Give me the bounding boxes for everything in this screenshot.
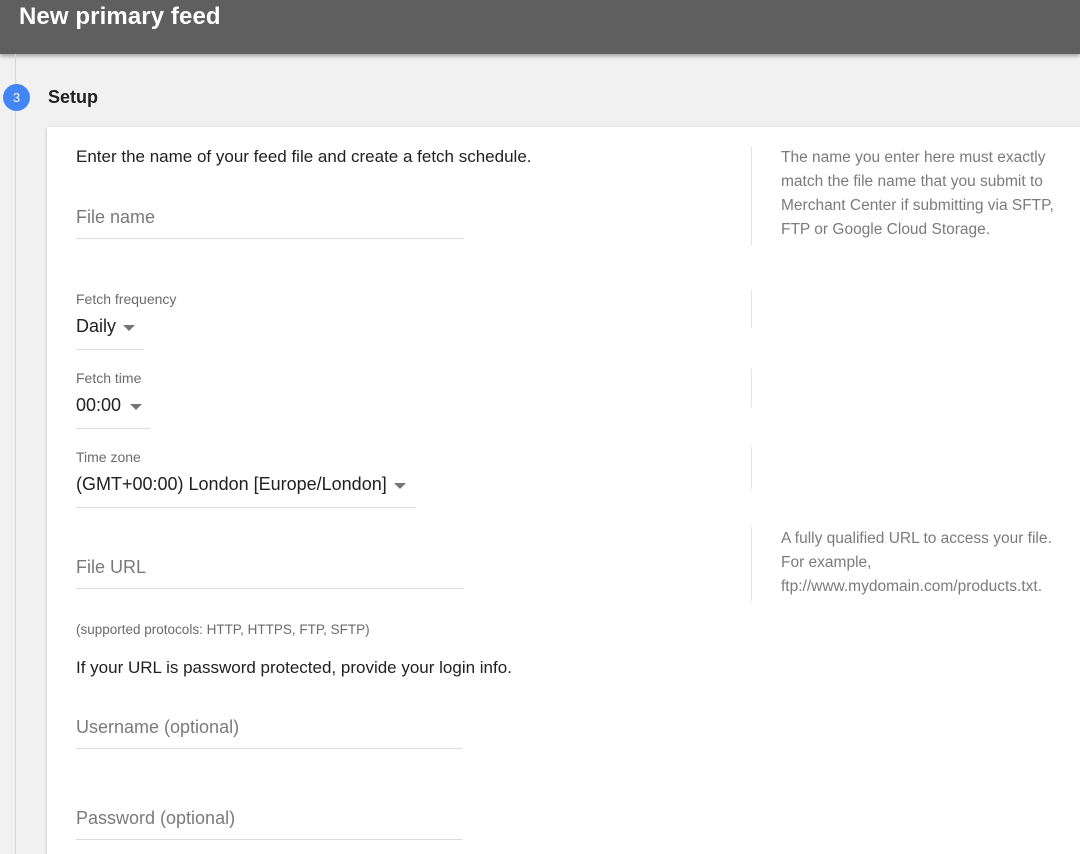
fetch-frequency-label: Fetch frequency (76, 291, 177, 307)
fetch-time-select[interactable] (76, 395, 150, 429)
page-title: New primary feed (19, 3, 221, 30)
file-name-placeholder: File name (76, 207, 156, 227)
password-input[interactable] (76, 798, 462, 840)
time-zone-value: (GMT+00:00) London [Europe/London] (76, 474, 387, 494)
fetch-frequency-select[interactable] (76, 316, 144, 350)
time-zone-label: Time zone (76, 449, 141, 465)
fetch-time-label: Fetch time (76, 370, 142, 386)
username-placeholder: Username (optional) (76, 717, 240, 737)
help-divider (751, 527, 752, 601)
fetch-time-value: 00:00 (76, 395, 122, 415)
fetch-frequency-value: Daily (76, 316, 117, 336)
caret-down-icon (130, 404, 142, 410)
caret-down-icon (394, 483, 406, 489)
file-name-input[interactable] (76, 197, 464, 239)
stepper-line (15, 54, 16, 854)
password-placeholder: Password (optional) (76, 808, 236, 828)
file-url-help: A fully qualified URL to access your file. For example, ftp://www.mydomain.com/products.txt. (781, 530, 1052, 595)
help-divider (751, 369, 752, 407)
help-divider (751, 290, 752, 328)
file-url-placeholder: File URL (76, 557, 147, 577)
file-url-input[interactable] (76, 547, 464, 589)
setup-card (47, 127, 1080, 854)
time-zone-select[interactable] (76, 474, 416, 508)
caret-down-icon (123, 325, 135, 331)
step-number-badge: 3 (3, 84, 30, 111)
intro-text: Enter the name of your feed file and create a fetch schedule. (76, 147, 532, 166)
login-prompt: If your URL is password protected, provide your login info. (76, 658, 512, 677)
file-name-help: The name you enter here must exactly match the file name that you submit to Merchant Center if submitting via SFTP, FTP or Google Cloud Storage. (781, 149, 1054, 238)
supported-protocols-hint: (supported protocols: HTTP, HTTPS, FTP, SFTP) (76, 622, 370, 637)
step-title: Setup (48, 87, 99, 107)
username-input[interactable] (76, 707, 462, 749)
help-divider (751, 147, 752, 245)
top-app-bar (0, 0, 1080, 54)
help-divider (751, 447, 752, 489)
